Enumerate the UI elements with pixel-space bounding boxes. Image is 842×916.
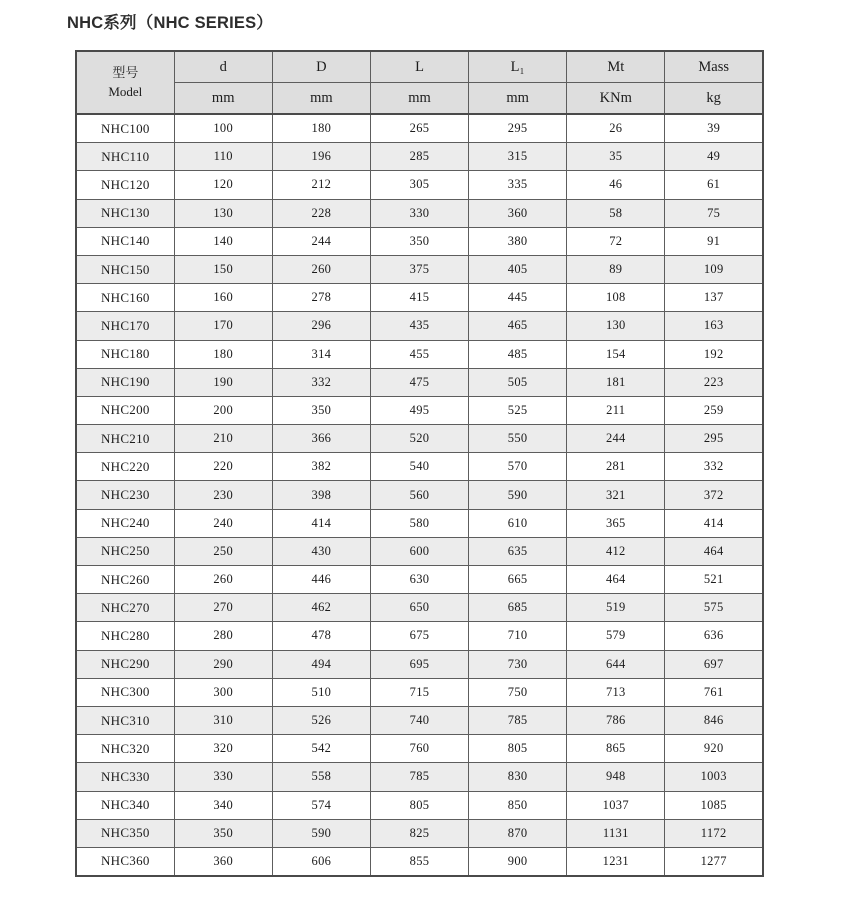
value-cell: 560 xyxy=(370,481,468,509)
value-cell: 366 xyxy=(272,425,370,453)
header-row-labels xyxy=(76,51,763,83)
value-cell: 430 xyxy=(272,537,370,565)
value-cell: 109 xyxy=(665,255,763,283)
value-cell: 190 xyxy=(174,368,272,396)
column-unit-mass: kg xyxy=(665,83,763,115)
value-cell: 320 xyxy=(174,735,272,763)
value-cell: 310 xyxy=(174,706,272,734)
column-header-d-outer: D xyxy=(272,51,370,83)
table-row xyxy=(76,255,763,283)
value-cell: 610 xyxy=(469,509,567,537)
value-cell: 446 xyxy=(272,566,370,594)
table-row xyxy=(76,678,763,706)
value-cell: 850 xyxy=(469,791,567,819)
value-cell: 170 xyxy=(174,312,272,340)
table-row xyxy=(76,791,763,819)
value-cell: 296 xyxy=(272,312,370,340)
table-row xyxy=(76,650,763,678)
value-cell: 558 xyxy=(272,763,370,791)
value-cell: 260 xyxy=(174,566,272,594)
value-cell: 520 xyxy=(370,425,468,453)
model-cell: NHC250 xyxy=(76,537,174,565)
value-cell: 948 xyxy=(567,763,665,791)
value-cell: 375 xyxy=(370,255,468,283)
value-cell: 244 xyxy=(567,425,665,453)
model-cell: NHC280 xyxy=(76,622,174,650)
spec-table-header xyxy=(76,51,763,114)
value-cell: 405 xyxy=(469,255,567,283)
value-cell: 830 xyxy=(469,763,567,791)
value-cell: 606 xyxy=(272,847,370,876)
value-cell: 398 xyxy=(272,481,370,509)
value-cell: 825 xyxy=(370,819,468,847)
value-cell: 181 xyxy=(567,368,665,396)
value-cell: 805 xyxy=(370,791,468,819)
value-cell: 180 xyxy=(174,340,272,368)
column-header-model xyxy=(76,51,174,114)
value-cell: 494 xyxy=(272,650,370,678)
table-row xyxy=(76,847,763,876)
model-cell: NHC290 xyxy=(76,650,174,678)
model-cell: NHC190 xyxy=(76,368,174,396)
value-cell: 715 xyxy=(370,678,468,706)
value-cell: 280 xyxy=(174,622,272,650)
value-cell: 382 xyxy=(272,453,370,481)
column-unit-d-outer: mm xyxy=(272,83,370,115)
value-cell: 314 xyxy=(272,340,370,368)
value-cell: 414 xyxy=(272,509,370,537)
value-cell: 414 xyxy=(665,509,763,537)
value-cell: 332 xyxy=(272,368,370,396)
value-cell: 350 xyxy=(272,396,370,424)
value-cell: 590 xyxy=(469,481,567,509)
model-cell: NHC200 xyxy=(76,396,174,424)
value-cell: 464 xyxy=(665,537,763,565)
column-unit-l1: mm xyxy=(469,83,567,115)
value-cell: 665 xyxy=(469,566,567,594)
value-cell: 196 xyxy=(272,143,370,171)
model-cell: NHC360 xyxy=(76,847,174,876)
value-cell: 675 xyxy=(370,622,468,650)
value-cell: 785 xyxy=(370,763,468,791)
value-cell: 35 xyxy=(567,143,665,171)
value-cell: 495 xyxy=(370,396,468,424)
value-cell: 570 xyxy=(469,453,567,481)
value-cell: 154 xyxy=(567,340,665,368)
value-cell: 305 xyxy=(370,171,468,199)
table-row xyxy=(76,509,763,537)
value-cell: 350 xyxy=(174,819,272,847)
value-cell: 89 xyxy=(567,255,665,283)
value-cell: 281 xyxy=(567,453,665,481)
value-cell: 223 xyxy=(665,368,763,396)
value-cell: 210 xyxy=(174,425,272,453)
model-cell: NHC340 xyxy=(76,791,174,819)
value-cell: 212 xyxy=(272,171,370,199)
column-header-l1: L₁ xyxy=(469,51,567,83)
value-cell: 230 xyxy=(174,481,272,509)
value-cell: 1003 xyxy=(665,763,763,791)
value-cell: 510 xyxy=(272,678,370,706)
value-cell: 58 xyxy=(567,199,665,227)
value-cell: 211 xyxy=(567,396,665,424)
value-cell: 285 xyxy=(370,143,468,171)
table-row xyxy=(76,143,763,171)
column-unit-l: mm xyxy=(370,83,468,115)
value-cell: 865 xyxy=(567,735,665,763)
column-header-mass: Mass xyxy=(665,51,763,83)
table-row xyxy=(76,227,763,255)
value-cell: 785 xyxy=(469,706,567,734)
spec-table xyxy=(75,50,764,877)
value-cell: 140 xyxy=(174,227,272,255)
model-cell: NHC150 xyxy=(76,255,174,283)
value-cell: 335 xyxy=(469,171,567,199)
model-cell: NHC100 xyxy=(76,114,174,143)
value-cell: 575 xyxy=(665,594,763,622)
value-cell: 150 xyxy=(174,255,272,283)
model-cell: NHC120 xyxy=(76,171,174,199)
value-cell: 1037 xyxy=(567,791,665,819)
table-row xyxy=(76,199,763,227)
value-cell: 630 xyxy=(370,566,468,594)
value-cell: 805 xyxy=(469,735,567,763)
value-cell: 505 xyxy=(469,368,567,396)
value-cell: 590 xyxy=(272,819,370,847)
value-cell: 761 xyxy=(665,678,763,706)
value-cell: 321 xyxy=(567,481,665,509)
value-cell: 260 xyxy=(272,255,370,283)
value-cell: 130 xyxy=(174,199,272,227)
value-cell: 265 xyxy=(370,114,468,143)
value-cell: 435 xyxy=(370,312,468,340)
value-cell: 39 xyxy=(665,114,763,143)
value-cell: 295 xyxy=(665,425,763,453)
value-cell: 1131 xyxy=(567,819,665,847)
model-header-cn: 型号 xyxy=(112,64,139,80)
table-row xyxy=(76,368,763,396)
table-row xyxy=(76,114,763,143)
column-header-l: L xyxy=(370,51,468,83)
value-cell: 542 xyxy=(272,735,370,763)
value-cell: 228 xyxy=(272,199,370,227)
value-cell: 160 xyxy=(174,284,272,312)
value-cell: 710 xyxy=(469,622,567,650)
value-cell: 870 xyxy=(469,819,567,847)
value-cell: 760 xyxy=(370,735,468,763)
table-row xyxy=(76,706,763,734)
column-header-d: d xyxy=(174,51,272,83)
value-cell: 1085 xyxy=(665,791,763,819)
table-row xyxy=(76,312,763,340)
value-cell: 475 xyxy=(370,368,468,396)
table-row xyxy=(76,481,763,509)
value-cell: 365 xyxy=(567,509,665,537)
table-row xyxy=(76,340,763,368)
value-cell: 464 xyxy=(567,566,665,594)
value-cell: 650 xyxy=(370,594,468,622)
value-cell: 110 xyxy=(174,143,272,171)
value-cell: 75 xyxy=(665,199,763,227)
value-cell: 1277 xyxy=(665,847,763,876)
table-row xyxy=(76,594,763,622)
value-cell: 295 xyxy=(469,114,567,143)
value-cell: 485 xyxy=(469,340,567,368)
model-cell: NHC140 xyxy=(76,227,174,255)
value-cell: 580 xyxy=(370,509,468,537)
value-cell: 91 xyxy=(665,227,763,255)
value-cell: 244 xyxy=(272,227,370,255)
value-cell: 412 xyxy=(567,537,665,565)
value-cell: 26 xyxy=(567,114,665,143)
model-cell: NHC220 xyxy=(76,453,174,481)
value-cell: 920 xyxy=(665,735,763,763)
model-cell: NHC320 xyxy=(76,735,174,763)
model-cell: NHC300 xyxy=(76,678,174,706)
value-cell: 372 xyxy=(665,481,763,509)
value-cell: 519 xyxy=(567,594,665,622)
value-cell: 259 xyxy=(665,396,763,424)
model-cell: NHC170 xyxy=(76,312,174,340)
value-cell: 540 xyxy=(370,453,468,481)
value-cell: 685 xyxy=(469,594,567,622)
header-row-units xyxy=(76,83,763,115)
value-cell: 180 xyxy=(272,114,370,143)
value-cell: 713 xyxy=(567,678,665,706)
value-cell: 644 xyxy=(567,650,665,678)
value-cell: 340 xyxy=(174,791,272,819)
value-cell: 360 xyxy=(469,199,567,227)
value-cell: 636 xyxy=(665,622,763,650)
value-cell: 1231 xyxy=(567,847,665,876)
value-cell: 100 xyxy=(174,114,272,143)
value-cell: 695 xyxy=(370,650,468,678)
value-cell: 270 xyxy=(174,594,272,622)
value-cell: 49 xyxy=(665,143,763,171)
value-cell: 455 xyxy=(370,340,468,368)
table-row xyxy=(76,537,763,565)
model-cell: NHC130 xyxy=(76,199,174,227)
model-cell: NHC180 xyxy=(76,340,174,368)
value-cell: 740 xyxy=(370,706,468,734)
value-cell: 462 xyxy=(272,594,370,622)
value-cell: 332 xyxy=(665,453,763,481)
table-row xyxy=(76,566,763,594)
value-cell: 72 xyxy=(567,227,665,255)
value-cell: 130 xyxy=(567,312,665,340)
value-cell: 445 xyxy=(469,284,567,312)
value-cell: 330 xyxy=(174,763,272,791)
value-cell: 250 xyxy=(174,537,272,565)
value-cell: 360 xyxy=(174,847,272,876)
value-cell: 855 xyxy=(370,847,468,876)
value-cell: 415 xyxy=(370,284,468,312)
value-cell: 278 xyxy=(272,284,370,312)
table-row xyxy=(76,396,763,424)
value-cell: 550 xyxy=(469,425,567,453)
value-cell: 300 xyxy=(174,678,272,706)
value-cell: 192 xyxy=(665,340,763,368)
value-cell: 200 xyxy=(174,396,272,424)
value-cell: 574 xyxy=(272,791,370,819)
value-cell: 521 xyxy=(665,566,763,594)
table-row xyxy=(76,735,763,763)
value-cell: 465 xyxy=(469,312,567,340)
model-cell: NHC310 xyxy=(76,706,174,734)
table-row xyxy=(76,622,763,650)
value-cell: 846 xyxy=(665,706,763,734)
model-header-en: Model xyxy=(108,83,143,99)
value-cell: 108 xyxy=(567,284,665,312)
value-cell: 290 xyxy=(174,650,272,678)
value-cell: 635 xyxy=(469,537,567,565)
column-unit-d: mm xyxy=(174,83,272,115)
model-cell: NHC270 xyxy=(76,594,174,622)
model-cell: NHC110 xyxy=(76,143,174,171)
value-cell: 900 xyxy=(469,847,567,876)
value-cell: 697 xyxy=(665,650,763,678)
page-title: NHC系列（NHC SERIES） xyxy=(67,14,274,32)
value-cell: 120 xyxy=(174,171,272,199)
value-cell: 46 xyxy=(567,171,665,199)
table-row xyxy=(76,819,763,847)
model-cell: NHC260 xyxy=(76,566,174,594)
value-cell: 526 xyxy=(272,706,370,734)
value-cell: 315 xyxy=(469,143,567,171)
model-cell: NHC330 xyxy=(76,763,174,791)
value-cell: 220 xyxy=(174,453,272,481)
model-cell: NHC240 xyxy=(76,509,174,537)
value-cell: 730 xyxy=(469,650,567,678)
model-cell: NHC230 xyxy=(76,481,174,509)
table-row xyxy=(76,453,763,481)
value-cell: 478 xyxy=(272,622,370,650)
value-cell: 786 xyxy=(567,706,665,734)
value-cell: 750 xyxy=(469,678,567,706)
value-cell: 137 xyxy=(665,284,763,312)
value-cell: 600 xyxy=(370,537,468,565)
value-cell: 350 xyxy=(370,227,468,255)
value-cell: 380 xyxy=(469,227,567,255)
model-cell: NHC160 xyxy=(76,284,174,312)
column-unit-mt: KNm xyxy=(567,83,665,115)
value-cell: 61 xyxy=(665,171,763,199)
column-header-mt: Mt xyxy=(567,51,665,83)
table-row xyxy=(76,425,763,453)
table-row xyxy=(76,284,763,312)
spec-table-body xyxy=(76,114,763,876)
value-cell: 525 xyxy=(469,396,567,424)
value-cell: 330 xyxy=(370,199,468,227)
model-cell: NHC210 xyxy=(76,425,174,453)
value-cell: 579 xyxy=(567,622,665,650)
value-cell: 163 xyxy=(665,312,763,340)
table-row xyxy=(76,171,763,199)
value-cell: 1172 xyxy=(665,819,763,847)
model-cell: NHC350 xyxy=(76,819,174,847)
table-row xyxy=(76,763,763,791)
value-cell: 240 xyxy=(174,509,272,537)
